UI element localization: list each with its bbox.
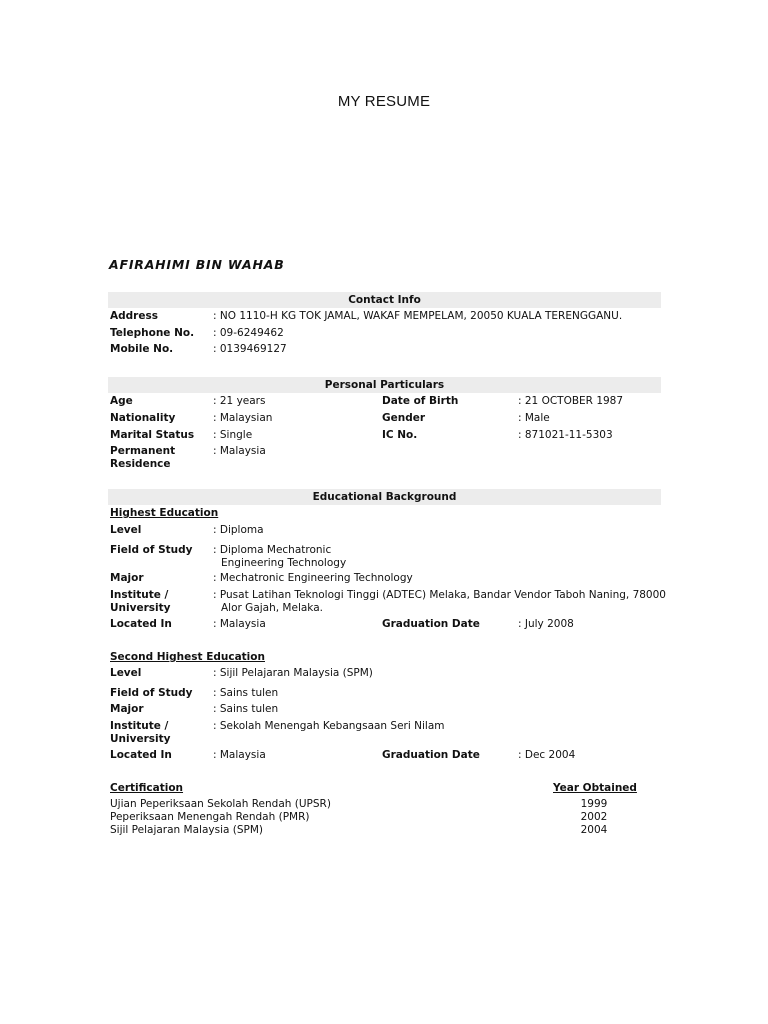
age-label: Age: [110, 395, 133, 407]
mobile-label: Mobile No.: [110, 343, 174, 355]
second-located-value: : Malaysia: [213, 749, 266, 761]
second-graduation-value: : Dec 2004: [518, 749, 576, 761]
certification-name: Sijil Pelajaran Malaysia (SPM): [110, 824, 264, 836]
applicant-name: AFIRAHIMI BIN WAHAB: [109, 257, 285, 272]
ic-label: IC No.: [382, 429, 418, 441]
dob-value: : 21 OCTOBER 1987: [518, 395, 624, 407]
highest-education-heading: Highest Education: [110, 507, 219, 519]
mobile-value: : 0139469127: [213, 343, 287, 355]
second-field-label: Field of Study: [110, 687, 193, 699]
nationality-label: Nationality: [110, 412, 176, 424]
certification-heading: Certification: [110, 782, 184, 794]
marital-status-label: Marital Status: [110, 429, 195, 441]
highest-field-value-line1: : Diploma Mechatronic: [213, 544, 332, 556]
year-obtained-heading: Year Obtained: [553, 782, 637, 794]
second-graduation-label: Graduation Date: [382, 749, 480, 761]
second-education-heading: Second Highest Education: [110, 651, 265, 663]
highest-located-label: Located In: [110, 618, 172, 630]
second-institute-value: : Sekolah Menengah Kebangsaan Seri Nilam: [213, 720, 445, 732]
highest-located-value: : Malaysia: [213, 618, 266, 630]
telephone-label: Telephone No.: [110, 327, 195, 339]
highest-major-value: : Mechatronic Engineering Technology: [213, 572, 413, 584]
certification-name: Peperiksaan Menengah Rendah (PMR): [110, 811, 310, 823]
highest-major-label: Major: [110, 572, 144, 584]
telephone-value: : 09-6249462: [213, 327, 284, 339]
second-institute-label-line2: University: [110, 733, 171, 745]
highest-field-value-line2: Engineering Technology: [221, 557, 347, 569]
residence-label-line1: Permanent: [110, 445, 176, 457]
second-located-label: Located In: [110, 749, 172, 761]
highest-institute-label-line1: Institute /: [110, 589, 169, 601]
highest-institute-label-line2: University: [110, 602, 171, 614]
highest-institute-value-line1: : Pusat Latihan Teknologi Tinggi (ADTEC) Melaka, Bandar Vendor Taboh Naning, 78000: [213, 589, 666, 601]
certification-year: 2002: [580, 811, 608, 823]
nationality-value: : Malaysian: [213, 412, 273, 424]
highest-graduation-value: : July 2008: [518, 618, 574, 630]
second-level-label: Level: [110, 667, 142, 679]
educational-background-header: Educational Background: [108, 489, 661, 505]
gender-value: : Male: [518, 412, 550, 424]
highest-field-label: Field of Study: [110, 544, 193, 556]
second-institute-label-line1: Institute /: [110, 720, 169, 732]
address-value: : NO 1110-H KG TOK JAMAL, WAKAF MEMPELAM, 20050 KUALA TERENGGANU.: [213, 310, 623, 322]
address-label: Address: [110, 310, 158, 322]
ic-value: : 871021-11-5303: [518, 429, 613, 441]
age-value: : 21 years: [213, 395, 266, 407]
certification-year: 1999: [580, 798, 608, 810]
certification-year: 2004: [580, 824, 608, 836]
second-field-value: : Sains tulen: [213, 687, 279, 699]
residence-value: : Malaysia: [213, 445, 266, 457]
page-title: MY RESUME: [337, 93, 431, 110]
personal-particulars-header: Personal Particulars: [108, 377, 661, 393]
second-level-value: : Sijil Pelajaran Malaysia (SPM): [213, 667, 373, 679]
highest-graduation-label: Graduation Date: [382, 618, 480, 630]
marital-status-value: : Single: [213, 429, 253, 441]
highest-institute-value-line2: Alor Gajah, Melaka.: [221, 602, 323, 614]
dob-label: Date of Birth: [382, 395, 459, 407]
gender-label: Gender: [382, 412, 426, 424]
highest-level-value: : Diploma: [213, 524, 264, 536]
second-major-value: : Sains tulen: [213, 703, 279, 715]
certification-name: Ujian Peperiksaan Sekolah Rendah (UPSR): [110, 798, 331, 810]
contact-info-header: Contact Info: [108, 292, 661, 308]
residence-label-line2: Residence: [110, 458, 171, 470]
second-major-label: Major: [110, 703, 144, 715]
highest-level-label: Level: [110, 524, 142, 536]
